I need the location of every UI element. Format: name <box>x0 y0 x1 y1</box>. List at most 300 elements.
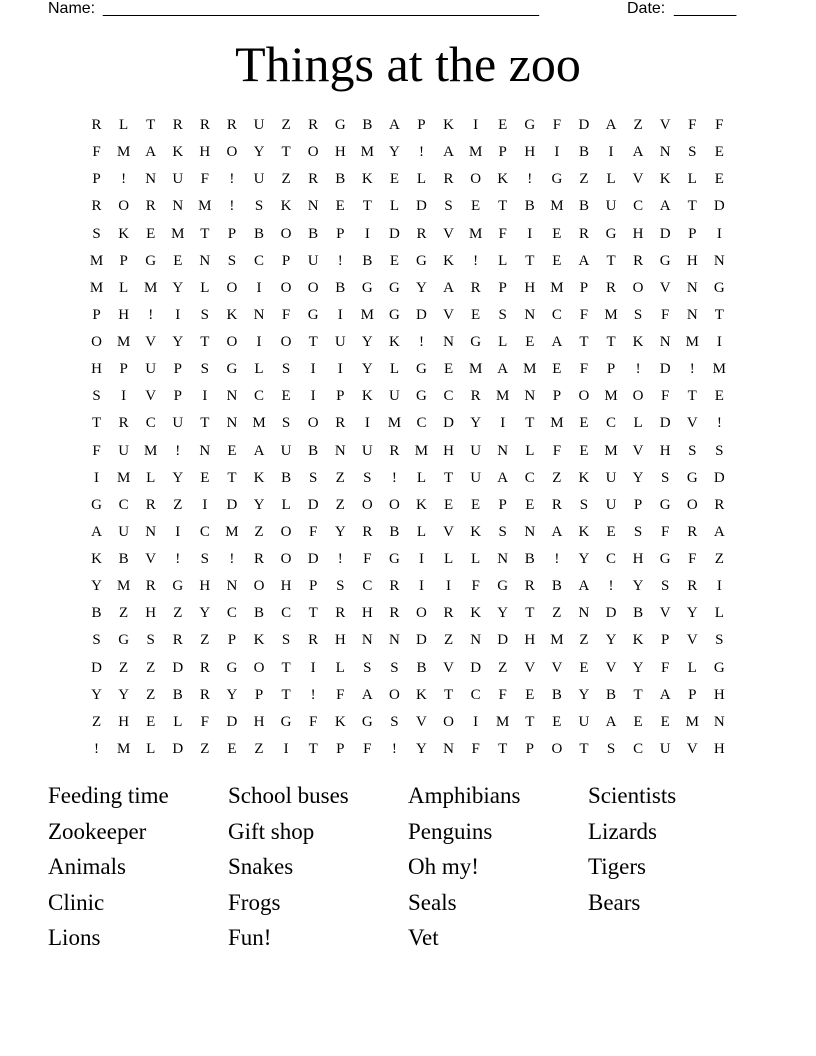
grid-letter: K <box>91 551 102 567</box>
word-bank-item: Amphibians <box>408 783 521 808</box>
grid-letter: R <box>199 686 210 703</box>
grid-letter: V <box>443 225 454 242</box>
grid-letter: O <box>551 740 563 757</box>
grid-letter: Z <box>579 632 589 649</box>
grid-letter: D <box>659 415 671 432</box>
grid-letter: S <box>688 144 697 161</box>
grid-letter: L <box>471 551 481 567</box>
grid-letter: K <box>443 252 454 269</box>
grid-letter: F <box>471 578 480 595</box>
grid-letter: R <box>145 578 156 595</box>
grid-letter: V <box>605 659 617 676</box>
grid-letter: Z <box>281 117 291 133</box>
grid-letter: E <box>552 252 562 269</box>
grid-letter: S <box>633 523 643 540</box>
grid-letter: U <box>145 361 157 378</box>
word-bank-item: Zookeeper <box>48 818 147 844</box>
grid-letter: Y <box>497 605 509 622</box>
grid-letter: I <box>310 659 316 676</box>
grid-letter: G <box>334 117 346 133</box>
word-bank-item: School buses <box>228 783 349 808</box>
grid-letter: L <box>146 740 156 757</box>
grid-letter: A <box>578 578 590 595</box>
grid-letter: E <box>389 252 399 269</box>
grid-letter: R <box>416 225 427 242</box>
grid-letter: A <box>497 469 509 486</box>
grid-letter: G <box>605 225 617 242</box>
grid-letter: A <box>443 279 454 296</box>
grid-letter: G <box>524 117 536 133</box>
grid-letter: S <box>92 388 101 405</box>
grid-letter: Y <box>226 686 238 703</box>
grid-letter: Z <box>200 740 210 757</box>
grid-letter: G <box>307 306 319 323</box>
grid-letter: T <box>200 225 210 242</box>
grid-letter: F <box>579 361 589 378</box>
grid-letter: K <box>470 523 482 540</box>
grid-letter: R <box>118 415 129 432</box>
grid-letter: Y <box>416 279 427 296</box>
grid-letter: V <box>551 659 563 676</box>
grid-letter: O <box>280 523 292 540</box>
grid-letter: Z <box>146 659 156 676</box>
word-bank-item: Seals <box>408 889 457 915</box>
grid-letter: G <box>280 713 292 730</box>
grid-letter: T <box>525 252 535 269</box>
grid-letter: T <box>443 686 454 703</box>
grid-letter: P <box>525 740 534 757</box>
grid-letter: E <box>471 198 481 215</box>
grid-letter: Y <box>91 686 102 703</box>
grid-letter: Y <box>172 279 184 296</box>
grid-letter: Y <box>361 334 373 350</box>
grid-letter: Z <box>579 171 589 188</box>
grid-letter: U <box>470 442 482 459</box>
grid-letter: F <box>661 659 670 676</box>
grid-letter: S <box>390 713 399 730</box>
grid-letter: E <box>579 442 589 459</box>
grid-letter: Z <box>119 659 129 676</box>
word-bank-item: Lizards <box>588 818 657 844</box>
grid-letter: H <box>334 144 346 161</box>
grid-letter: B <box>524 551 535 567</box>
grid-letter: P <box>336 388 345 405</box>
grid-letter: T <box>308 740 318 757</box>
grid-letter: D <box>443 415 454 432</box>
grid-letter: B <box>308 225 319 242</box>
grid-letter: K <box>361 171 373 188</box>
grid-letter: E <box>173 252 183 269</box>
grid-letter: O <box>578 388 590 405</box>
grid-letter: G <box>388 551 400 567</box>
word-bank-item: Penguins <box>408 818 493 844</box>
grid-letter: Y <box>199 605 211 622</box>
grid-letter: R <box>199 117 210 133</box>
grid-letter: T <box>633 686 643 703</box>
grid-letter: Y <box>172 334 184 350</box>
grid-letter: R <box>172 632 183 649</box>
grid-letter: N <box>686 306 698 323</box>
grid-letter: R <box>362 523 373 540</box>
grid-letter: Z <box>91 713 102 730</box>
grid-letter: T <box>498 740 508 757</box>
grid-letter: G <box>388 279 400 296</box>
grid-letter: O <box>280 225 292 242</box>
grid-letter: Z <box>335 496 345 513</box>
grid-letter: I <box>418 551 424 567</box>
grid-letter: N <box>713 252 725 269</box>
grid-letter: ! <box>527 171 533 188</box>
grid-letter: A <box>659 198 671 215</box>
grid-letter: R <box>254 551 265 567</box>
grid-letter: L <box>633 415 643 432</box>
grid-letter: V <box>659 605 671 622</box>
grid-letter: E <box>471 306 481 323</box>
grid-letter: A <box>361 686 373 703</box>
grid-letter: N <box>686 279 698 296</box>
grid-letter: N <box>443 740 454 757</box>
grid-letter: H <box>713 686 725 703</box>
grid-letter: I <box>121 388 127 405</box>
grid-letter: S <box>633 306 643 323</box>
grid-letter: I <box>310 361 316 378</box>
word-bank-item: Tigers <box>588 854 646 879</box>
grid-letter: ! <box>716 415 722 432</box>
grid-letter: C <box>199 523 210 540</box>
grid-letter: N <box>443 334 454 350</box>
grid-letter: G <box>361 713 373 730</box>
grid-letter: M <box>604 306 618 323</box>
grid-letter: M <box>685 713 699 730</box>
grid-letter: U <box>280 442 292 459</box>
grid-letter: Y <box>334 523 346 540</box>
grid-letter: M <box>89 279 104 296</box>
grid-letter: G <box>659 252 671 269</box>
grid-letter: N <box>659 334 671 350</box>
grid-letter: F <box>579 306 589 323</box>
grid-letter: S <box>661 469 670 486</box>
grid-letter: S <box>200 306 210 323</box>
grid-letter: E <box>281 388 291 405</box>
grid-letter: V <box>659 117 671 133</box>
grid-letter: A <box>443 144 454 161</box>
grid-letter: C <box>362 578 373 595</box>
grid-letter: U <box>253 171 265 188</box>
grid-letter: ! <box>554 551 560 567</box>
grid-letter: A <box>388 117 400 133</box>
grid-letter: M <box>550 415 564 432</box>
grid-letter: S <box>146 632 155 649</box>
grid-letter: N <box>199 442 211 459</box>
grid-letter: B <box>308 442 319 459</box>
grid-letter: ! <box>229 171 235 188</box>
grid-letter: A <box>551 334 563 350</box>
grid-letter: P <box>498 279 507 296</box>
grid-letter: Y <box>91 578 102 595</box>
grid-letter: P <box>92 306 101 323</box>
worksheet-header <box>48 0 748 20</box>
grid-letter: R <box>714 496 725 513</box>
grid-letter: N <box>659 144 671 161</box>
grid-letter: M <box>468 225 483 242</box>
grid-letter: T <box>227 469 237 486</box>
grid-letter: Z <box>254 523 264 540</box>
grid-letter: D <box>470 659 482 676</box>
grid-letter: R <box>335 605 346 622</box>
grid-letter: S <box>688 442 697 459</box>
grid-letter: O <box>226 144 238 161</box>
grid-letter: N <box>172 198 184 215</box>
grid-letter: R <box>389 605 400 622</box>
grid-letter: M <box>360 306 374 323</box>
grid-letter: ! <box>94 740 100 757</box>
grid-letter: B <box>551 578 562 595</box>
grid-letter: D <box>713 469 725 486</box>
grid-letter: O <box>632 388 644 405</box>
date-field[interactable]: _______ <box>674 0 737 17</box>
grid-letter: ! <box>608 578 614 595</box>
grid-letter: P <box>336 740 345 757</box>
grid-letter: F <box>363 551 372 567</box>
grid-letter: O <box>361 496 373 513</box>
grid-letter: H <box>145 605 157 622</box>
grid-letter: I <box>473 117 479 133</box>
grid-letter: R <box>687 578 698 595</box>
grid-letter: Y <box>632 659 644 676</box>
grid-letter: ! <box>391 740 397 757</box>
grid-letter: A <box>605 117 617 133</box>
grid-letter: R <box>633 252 644 269</box>
grid-letter: Z <box>443 632 454 649</box>
grid-letter: T <box>281 144 291 161</box>
grid-letter: O <box>280 551 292 567</box>
grid-letter: M <box>144 279 158 296</box>
grid-letter: T <box>579 334 589 350</box>
grid-letter: O <box>443 713 454 730</box>
grid-letter: R <box>226 117 237 133</box>
grid-letter: A <box>497 361 509 378</box>
grid-letter: S <box>390 659 399 676</box>
grid-letter: L <box>389 361 399 378</box>
grid-letter: S <box>498 523 507 540</box>
grid-letter: T <box>606 334 616 350</box>
grid-letter: F <box>661 523 670 540</box>
grid-letter: D <box>91 659 102 676</box>
grid-letter: H <box>199 578 211 595</box>
grid-letter: H <box>334 632 346 649</box>
word-bank <box>48 778 768 956</box>
grid-letter: H <box>199 144 211 161</box>
grid-letter: L <box>525 442 535 459</box>
date-label: Date: <box>627 0 666 17</box>
grid-letter: B <box>578 144 589 161</box>
grid-letter: A <box>605 713 617 730</box>
grid-letter: I <box>337 361 343 378</box>
word-bank-item: Frogs <box>228 889 281 915</box>
grid-letter: N <box>334 442 346 459</box>
grid-letter: T <box>579 740 589 757</box>
grid-letter: O <box>280 334 292 350</box>
grid-letter: L <box>416 171 427 188</box>
grid-letter: Y <box>361 361 373 378</box>
word-bank-item: Oh my! <box>408 854 479 879</box>
grid-letter: D <box>307 496 319 513</box>
grid-letter: O <box>253 659 265 676</box>
grid-letter: E <box>227 740 237 757</box>
grid-letter: M <box>685 334 699 350</box>
grid-letter: M <box>144 442 158 459</box>
grid-letter: E <box>633 713 643 730</box>
grid-letter: I <box>446 578 452 595</box>
grid-letter: C <box>606 415 617 432</box>
grid-letter: H <box>713 740 725 757</box>
grid-letter: ! <box>175 442 181 459</box>
grid-letter: ! <box>689 361 695 378</box>
grid-letter: S <box>661 578 670 595</box>
grid-letter: L <box>714 605 724 622</box>
grid-letter: F <box>498 686 507 703</box>
grid-letter: I <box>716 334 722 350</box>
grid-letter: N <box>578 605 590 622</box>
grid-letter: F <box>308 713 318 730</box>
grid-letter: E <box>389 171 399 188</box>
grid-letter: E <box>443 361 454 378</box>
grid-letter: N <box>524 306 536 323</box>
grid-letter: N <box>226 388 238 405</box>
grid-letter: E <box>471 496 481 513</box>
grid-letter: ! <box>418 334 424 350</box>
grid-letter: K <box>226 306 238 323</box>
grid-letter: U <box>307 252 319 269</box>
grid-letter: M <box>468 361 483 378</box>
grid-letter: K <box>361 388 373 405</box>
grid-letter: T <box>200 415 210 432</box>
grid-letter: T <box>281 659 291 676</box>
grid-letter: G <box>91 496 102 513</box>
grid-letter: D <box>713 198 725 215</box>
grid-letter: D <box>659 361 671 378</box>
grid-letter: F <box>688 551 697 567</box>
grid-letter: G <box>497 578 509 595</box>
grid-letter: S <box>363 469 372 486</box>
grid-letter: B <box>551 686 562 703</box>
grid-letter: G <box>659 551 671 567</box>
grid-letter: I <box>283 740 289 757</box>
grid-letter: H <box>280 578 292 595</box>
grid-letter: F <box>200 713 210 730</box>
grid-letter: Z <box>281 171 291 188</box>
grid-letter: E <box>552 361 562 378</box>
grid-letter: K <box>253 469 265 486</box>
grid-letter: B <box>389 523 400 540</box>
grid-letter: N <box>497 551 509 567</box>
grid-letter: C <box>633 740 644 757</box>
page-title: Things at the zoo <box>235 36 581 92</box>
grid-letter: F <box>308 523 318 540</box>
grid-letter: ! <box>310 686 316 703</box>
grid-letter: Y <box>416 740 427 757</box>
word-bank-item: Scientists <box>588 783 677 808</box>
grid-letter: B <box>281 469 292 486</box>
word-bank-item: Feeding time <box>48 783 169 808</box>
grid-letter: R <box>687 523 698 540</box>
grid-letter: D <box>226 713 238 730</box>
grid-letter: G <box>551 171 563 188</box>
grid-letter: S <box>444 198 453 215</box>
grid-letter: ! <box>148 306 154 323</box>
grid-letter: F <box>363 740 372 757</box>
grid-letter: V <box>632 171 644 188</box>
grid-letter: O <box>226 279 238 296</box>
grid-letter: I <box>716 225 722 242</box>
grid-letter: C <box>254 252 265 269</box>
grid-letter: I <box>175 523 181 540</box>
grid-letter: H <box>443 442 454 459</box>
grid-letter: ! <box>635 361 641 378</box>
grid-letter: N <box>145 171 157 188</box>
grid-letter: ! <box>473 252 479 269</box>
grid-letter: L <box>119 117 129 133</box>
grid-letter: D <box>172 740 184 757</box>
word-bank-item: Vet <box>408 925 439 950</box>
grid-letter: K <box>632 632 644 649</box>
grid-letter: K <box>470 605 482 622</box>
grid-letter: H <box>524 279 536 296</box>
grid-letter: M <box>116 469 131 486</box>
grid-letter: N <box>524 523 536 540</box>
word-bank-item: Snakes <box>228 854 294 879</box>
grid-letter: ! <box>175 551 181 567</box>
grid-letter: V <box>443 523 454 540</box>
grid-letter: E <box>443 496 454 513</box>
grid-letter: R <box>389 578 400 595</box>
grid-letter: F <box>688 117 697 133</box>
grid-letter: H <box>524 632 536 649</box>
grid-letter: T <box>687 388 697 405</box>
grid-letter: Y <box>470 415 482 432</box>
grid-letter: T <box>498 198 508 215</box>
grid-letter: P <box>173 361 182 378</box>
grid-letter: U <box>118 442 130 459</box>
grid-letter: L <box>173 713 183 730</box>
grid-letter: G <box>713 659 725 676</box>
grid-letter: G <box>470 334 482 350</box>
grid-letter: P <box>336 225 345 242</box>
grid-letter: I <box>716 578 722 595</box>
grid-letter: M <box>468 144 483 161</box>
grid-letter: C <box>145 415 156 432</box>
grid-letter: E <box>552 225 562 242</box>
grid-letter: A <box>551 523 563 540</box>
grid-letter: M <box>116 334 131 350</box>
grid-letter: T <box>525 415 535 432</box>
grid-letter: I <box>554 144 560 161</box>
grid-letter: R <box>308 117 319 133</box>
grid-letter: K <box>578 469 590 486</box>
grid-letter: F <box>200 171 210 188</box>
grid-letter: K <box>578 523 590 540</box>
word-bank-item: Gift shop <box>228 818 315 844</box>
grid-letter: B <box>118 551 129 567</box>
grid-letter: O <box>118 198 130 215</box>
grid-letter: M <box>198 198 212 215</box>
name-field[interactable]: _________________________________________________ <box>103 0 540 17</box>
grid-letter: H <box>253 713 265 730</box>
word-bank-item: Fun! <box>228 925 272 950</box>
grid-letter: T <box>443 469 454 486</box>
grid-letter: B <box>91 605 102 622</box>
grid-letter: Z <box>552 469 562 486</box>
